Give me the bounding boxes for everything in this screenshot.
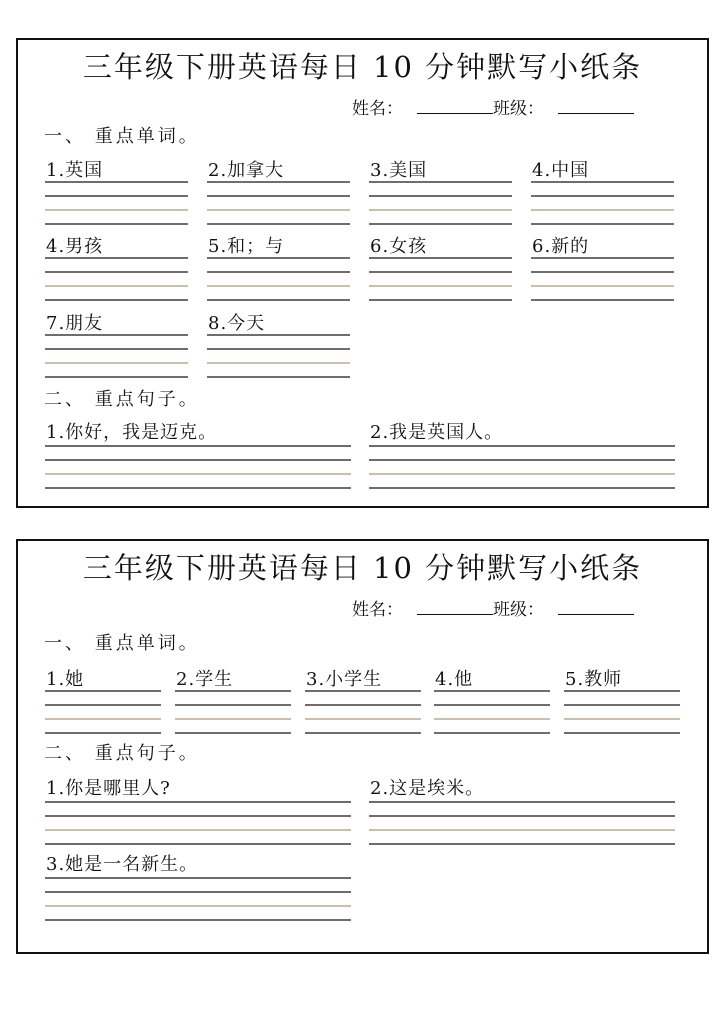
word-prompt: 5.教师: [565, 669, 623, 690]
writing-line: [369, 271, 512, 273]
word-prompt: 4.中国: [532, 160, 590, 181]
writing-line: [531, 195, 674, 197]
sentence-prompt: 2.我是英国人。: [370, 422, 504, 443]
guide-line: [45, 362, 188, 364]
word-item[interactable]: [45, 232, 188, 302]
name-label: 姓名：: [352, 99, 403, 119]
worksheet-2: [16, 539, 709, 954]
guide-line: [45, 473, 351, 475]
writing-line: [305, 704, 421, 706]
writing-line: [369, 181, 512, 183]
sentence-item[interactable]: [369, 774, 675, 846]
writing-line: [45, 459, 351, 461]
writing-line: [369, 195, 512, 197]
section-heading-words: 一、 重点单词。: [44, 633, 200, 654]
word-item[interactable]: [369, 232, 512, 302]
writing-line: [45, 445, 351, 447]
writing-line: [531, 299, 674, 301]
writing-line: [207, 195, 350, 197]
guide-line: [305, 718, 421, 720]
writing-line: [564, 690, 680, 692]
name-blank[interactable]: [417, 600, 493, 615]
word-item[interactable]: [531, 156, 674, 226]
writing-line: [45, 348, 188, 350]
student-info: [352, 94, 634, 119]
writing-line: [45, 732, 161, 734]
writing-line: [207, 334, 350, 336]
writing-line: [369, 487, 675, 489]
word-prompt: 2.学生: [176, 669, 234, 690]
writing-line: [45, 195, 188, 197]
writing-line: [175, 704, 291, 706]
word-prompt: 4.他: [435, 669, 474, 690]
writing-line: [369, 223, 512, 225]
writing-line: [45, 815, 351, 817]
word-prompt: 6.新的: [532, 236, 590, 257]
writing-line: [175, 732, 291, 734]
word-item[interactable]: [564, 665, 680, 735]
guide-line: [45, 905, 351, 907]
guide-line: [531, 285, 674, 287]
name-label: 姓名：: [352, 600, 403, 620]
word-prompt: 3.美国: [370, 160, 428, 181]
sentence-item[interactable]: [369, 418, 675, 490]
guide-line: [531, 209, 674, 211]
writing-line: [45, 801, 351, 803]
word-prompt: 6.女孩: [370, 236, 428, 257]
word-item[interactable]: [369, 156, 512, 226]
word-item[interactable]: [207, 232, 350, 302]
writing-line: [45, 257, 188, 259]
word-prompt: 3.小学生: [306, 669, 383, 690]
guide-line: [207, 285, 350, 287]
worksheet-1: [16, 38, 709, 508]
section-heading-sentences: 二、 重点句子。: [44, 389, 200, 410]
word-item[interactable]: [207, 309, 350, 379]
word-prompt: 1.英国: [46, 160, 104, 181]
word-item[interactable]: [305, 665, 421, 735]
writing-line: [207, 257, 350, 259]
word-prompt: 4.男孩: [46, 236, 104, 257]
word-prompt: 8.今天: [208, 313, 266, 334]
writing-line: [45, 271, 188, 273]
word-item[interactable]: [45, 665, 161, 735]
writing-line: [207, 376, 350, 378]
word-prompt: 5.和；与: [208, 236, 285, 257]
writing-line: [45, 376, 188, 378]
writing-line: [531, 181, 674, 183]
writing-line: [434, 732, 550, 734]
guide-line: [564, 718, 680, 720]
class-blank[interactable]: [558, 600, 634, 615]
writing-line: [45, 843, 351, 845]
writing-line: [434, 704, 550, 706]
guide-line: [45, 209, 188, 211]
sentence-item[interactable]: [45, 774, 351, 846]
guide-line: [369, 285, 512, 287]
word-item[interactable]: [45, 156, 188, 226]
writing-line: [45, 487, 351, 489]
writing-line: [207, 299, 350, 301]
writing-line: [45, 181, 188, 183]
writing-line: [434, 690, 550, 692]
writing-line: [369, 257, 512, 259]
section-heading-sentences: 二、 重点句子。: [44, 743, 200, 764]
writing-line: [45, 223, 188, 225]
guide-line: [369, 209, 512, 211]
word-item[interactable]: [45, 309, 188, 379]
word-prompt: 1.她: [46, 669, 85, 690]
word-prompt: 7.朋友: [46, 313, 104, 334]
writing-line: [531, 257, 674, 259]
writing-line: [207, 348, 350, 350]
writing-line: [564, 704, 680, 706]
writing-line: [369, 801, 675, 803]
sentence-prompt: 2.这是埃米。: [370, 778, 485, 799]
guide-line: [434, 718, 550, 720]
writing-line: [369, 459, 675, 461]
guide-line: [175, 718, 291, 720]
writing-line: [45, 891, 351, 893]
word-item[interactable]: [175, 665, 291, 735]
guide-line: [45, 829, 351, 831]
writing-line: [175, 690, 291, 692]
writing-line: [369, 445, 675, 447]
writing-line: [369, 843, 675, 845]
class-label: 班级：: [493, 99, 544, 119]
guide-line: [207, 362, 350, 364]
writing-line: [305, 732, 421, 734]
writing-line: [207, 271, 350, 273]
writing-line: [45, 299, 188, 301]
writing-line: [531, 223, 674, 225]
writing-line: [564, 732, 680, 734]
guide-line: [369, 473, 675, 475]
section-heading-words: 一、 重点单词。: [44, 126, 200, 147]
student-info: [352, 595, 634, 620]
writing-line: [45, 704, 161, 706]
word-item[interactable]: [434, 665, 550, 735]
guide-line: [207, 209, 350, 211]
word-prompt: 2.加拿大: [208, 160, 285, 181]
writing-line: [531, 271, 674, 273]
writing-line: [369, 815, 675, 817]
worksheet-title: 三年级下册英语每日 10 分钟默写小纸条: [82, 551, 643, 585]
name-blank[interactable]: [417, 99, 493, 114]
guide-line: [45, 285, 188, 287]
guide-line: [45, 718, 161, 720]
sentence-prompt: 3.她是一名新生。: [46, 854, 199, 875]
writing-line: [207, 223, 350, 225]
writing-line: [207, 181, 350, 183]
word-item[interactable]: [531, 232, 674, 302]
writing-line: [45, 919, 351, 921]
worksheet-title: 三年级下册英语每日 10 分钟默写小纸条: [82, 50, 643, 84]
class-label: 班级：: [493, 600, 544, 620]
sentence-prompt: 1.你是哪里人?: [46, 778, 171, 799]
sentence-item[interactable]: [45, 850, 351, 922]
sentence-item[interactable]: [45, 418, 351, 490]
guide-line: [369, 829, 675, 831]
class-blank[interactable]: [558, 99, 634, 114]
writing-line: [369, 299, 512, 301]
writing-line: [45, 690, 161, 692]
writing-line: [45, 877, 351, 879]
sentence-prompt: 1.你好，我是迈克。: [46, 422, 218, 443]
writing-line: [45, 334, 188, 336]
writing-line: [305, 690, 421, 692]
word-item[interactable]: [207, 156, 350, 226]
